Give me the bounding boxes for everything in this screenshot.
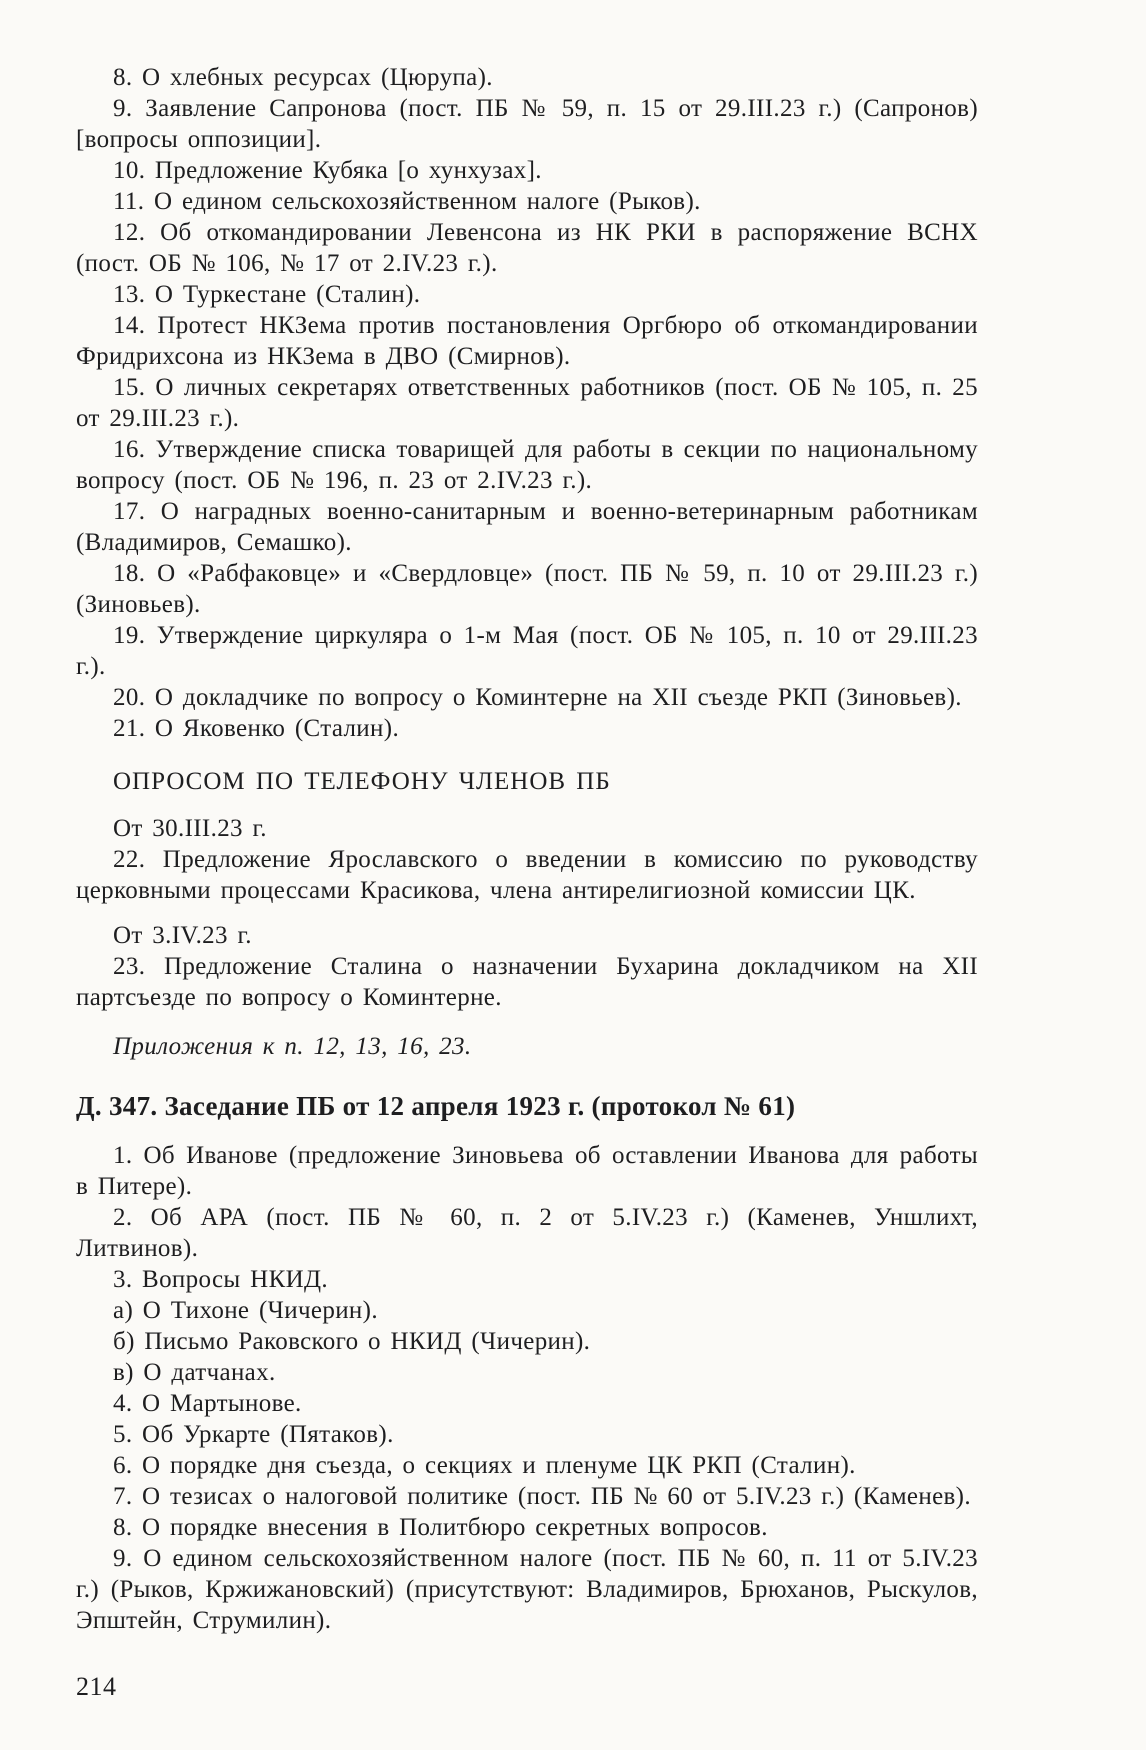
agenda-subitem: в) О датчанах. [113,1359,276,1386]
poll-date: От 30.III.23 г. [113,815,267,842]
agenda-item: 11. О едином сельскохозяйственном налоге (Рыков). [113,188,701,215]
agenda-item: 9. Заявление Сапронова (пост. ПБ № 59, п. 15 от 29.III.23 г.) (Сапронов) [вопросы оппозиции]. [76,95,978,153]
appendix-note: Приложения к п. 12, 13, 16, 23. [113,1033,472,1060]
agenda-subitem: б) Письмо Раковского о НКИД (Чичерин). [113,1328,591,1355]
agenda-item: 17. О наградных военно-санитарным и военно-ветеринарным работникам (Владимиров, Семашко). [76,498,978,556]
agenda-item: 16. Утверждение списка товарищей для работы в секции по национальному вопросу (пост. ОБ № 196, п. 23 от 2.IV.23 г.). [76,436,978,494]
agenda-subitem: а) О Тихоне (Чичерин). [113,1297,378,1324]
agenda-item: 19. Утверждение циркуляра о 1-м Мая (пост. ОБ № 105, п. 10 от 29.III.23 г.). [76,622,978,680]
agenda-item: 9. О едином сельскохозяйственном налоге (пост. ПБ № 60, п. 11 от 5.IV.23 г.) (Рыков, Кржижановский) (присутствуют: Владимиров, Брюханов, Рыскулов, Эпштейн, Струмилин). [76,1545,978,1634]
agenda-item: 1. Об Иванове (предложение Зиновьева об оставлении Иванова для работы в Питере). [76,1142,978,1200]
agenda-item: 10. Предложение Кубяка [о хунхузах]. [113,157,542,184]
agenda-item: 20. О докладчике по вопросу о Коминтерне на XII съезде РКП (Зиновьев). [113,684,962,711]
phone-poll-heading: ОПРОСОМ ПО ТЕЛЕФОНУ ЧЛЕНОВ ПБ [113,768,611,795]
agenda-item: 4. О Мартынове. [113,1390,302,1417]
agenda-item: 3. Вопросы НКИД. [113,1266,329,1293]
document-body [76,62,978,1636]
agenda-item: 23. Предложение Сталина о назначении Бухарина докладчиком на XII партсъезде по вопросу о Коминтерне. [76,953,978,1011]
page-number: 214 [76,1672,117,1701]
agenda-item: 8. О порядке внесения в Политбюро секретных вопросов. [113,1514,768,1541]
agenda-item: 2. Об АРА (пост. ПБ № 60, п. 2 от 5.IV.23 г.) (Каменев, Уншлихт, Литвинов). [76,1204,978,1262]
agenda-item: 6. О порядке дня съезда, о секциях и пленуме ЦК РКП (Сталин). [113,1452,856,1479]
session-heading: Д. 347. Заседание ПБ от 12 апреля 1923 г. (протокол № 61) [76,1091,796,1121]
agenda-item: 13. О Туркестане (Сталин). [113,281,421,308]
agenda-item: 8. О хлебных ресурсах (Цюрупа). [113,64,493,91]
agenda-item: 12. Об откомандировании Левенсона из НК РКИ в распоряжение ВСНХ (пост. ОБ № 106, № 17 от 2.IV.23 г.). [76,219,978,277]
agenda-item: 18. О «Рабфаковце» и «Свердловце» (пост. ПБ № 59, п. 10 от 29.III.23 г.) (Зиновьев). [76,560,978,618]
agenda-item: 21. О Яковенко (Сталин). [113,715,400,742]
agenda-item: 14. Протест НКЗема против постановления Оргбюро об откомандировании Фридрихсона из НКЗема в ДВО (Смирнов). [76,312,978,370]
agenda-item: 5. Об Уркарте (Пятаков). [113,1421,394,1448]
poll-date: От 3.IV.23 г. [113,922,252,949]
agenda-item: 7. О тезисах о налоговой политике (пост. ПБ № 60 от 5.IV.23 г.) (Каменев). [113,1483,971,1510]
agenda-item: 15. О личных секретарях ответственных работников (пост. ОБ № 105, п. 25 от 29.III.23 г.). [76,374,978,432]
agenda-item: 22. Предложение Ярославского о введении в комиссию по руководству церковными процессами Красикова, члена антирелигиозной комиссии ЦК. [76,846,978,904]
